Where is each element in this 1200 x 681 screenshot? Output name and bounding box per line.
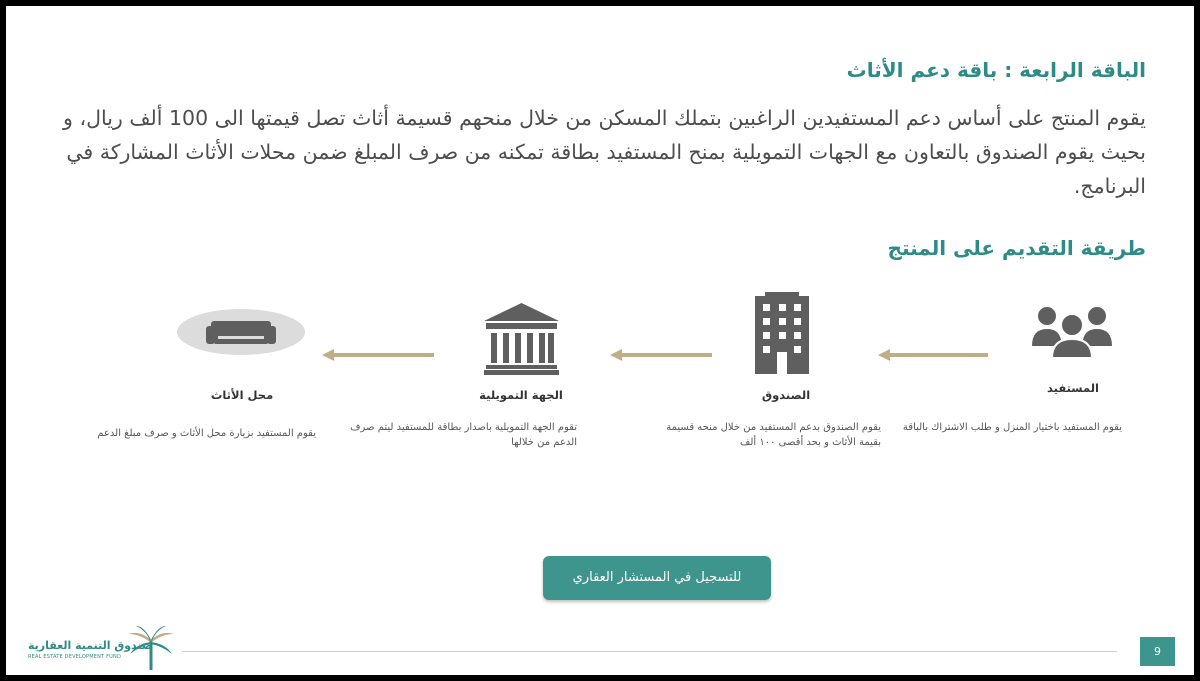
step-title: الصندوق (761, 388, 811, 402)
step-title: محل الأثاث (210, 388, 274, 402)
section-subtitle: طريقة التقديم على المنتج (887, 236, 1146, 260)
slide-description: يقوم المنتج على أساس دعم المستفيدين الراغبين بتملك المسكن من خلال منحهم قسيمة أثاث تصل قيمتها الى 100 ألف ريال، و بحيث يقوم الصندوق بالتعاون مع الجهات التمويلية بمنح المستفيد بطاقة تمكنه من صرف المبلغ ضمن محلات الأثاث المشاركة في البرنامج. (63, 106, 1146, 198)
step-title: الجهة التمويلية (479, 388, 563, 402)
step-description: يقوم المستفيد بزيارة محل الأثاث و صرف مبلغ الدعم (97, 428, 316, 439)
step-description: يقوم المستفيد باختيار المنزل و طلب الاشتراك بالباقة (902, 422, 1122, 433)
building-icon (755, 292, 809, 374)
arrow-left-icon (878, 349, 988, 361)
step-description: يقوم الصندوق بدعم المستفيد من خلال منحه قسيمة بقيمة الأثاث و بحد أقصى ١٠٠ ألف (666, 422, 881, 448)
people-icon (1029, 302, 1115, 362)
footer-divider (182, 651, 1117, 652)
slide-title: الباقة الرابعة : باقة دعم الأثاث (846, 58, 1146, 82)
logo-text-en: REAL ESTATE DEVELOPMENT FUND (28, 654, 121, 660)
arrow-left-icon (610, 349, 712, 361)
register-button[interactable]: للتسجيل في المستشار العقاري (543, 556, 771, 600)
step-description: تقوم الجهة التمويلية باصدار بطاقة للمستفيد ليتم صرف الدعم من خلالها (350, 422, 577, 448)
arrow-left-icon (322, 349, 434, 361)
bank-icon (484, 303, 559, 375)
logo-text-ar: صندوق التنمية العقارية (28, 639, 153, 652)
slide (6, 6, 1194, 675)
sofa-icon (176, 308, 306, 356)
page-number: 9 (1140, 637, 1175, 666)
fund-logo (18, 624, 178, 672)
step-title: المستفيد (1047, 381, 1099, 395)
